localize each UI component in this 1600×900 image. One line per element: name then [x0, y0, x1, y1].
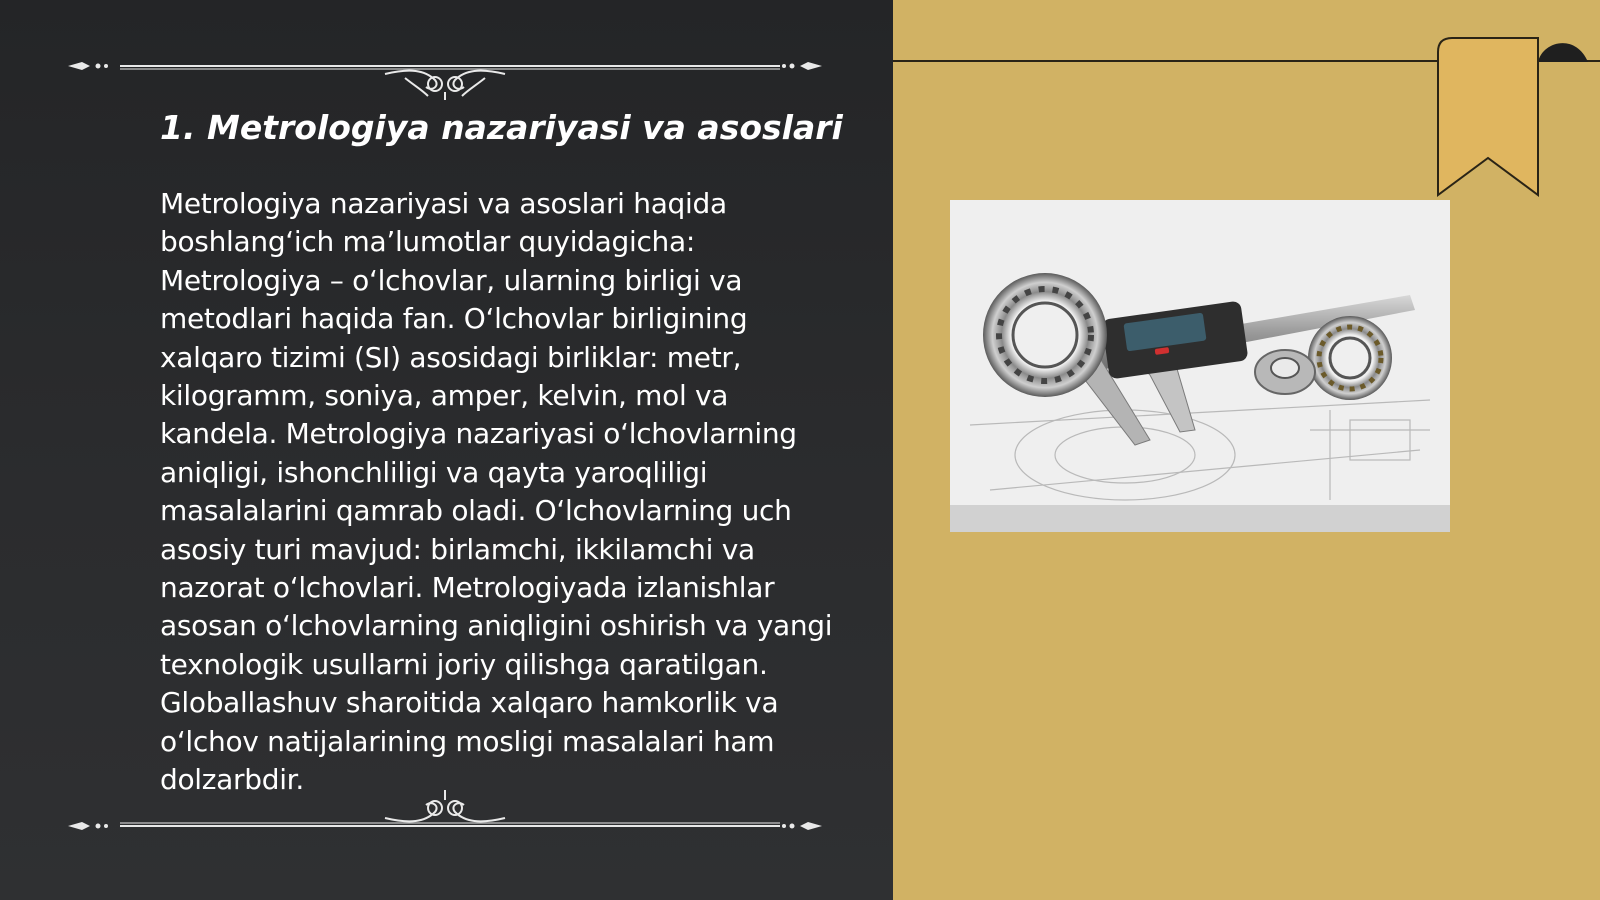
bookmark-ribbon — [1430, 30, 1600, 200]
slide-title: 1. Metrologiya nazariyasi va asoslari — [160, 108, 843, 147]
caliper-bearings-photo — [950, 200, 1450, 532]
slide-body-text: Metrologiya nazariyasi va asoslari haqida boshlang‘ich ma’lumotlar quyidagicha: Metrologiya – o‘lchovlar, ularning birligi va metodlari haqida fan. O‘lchovlar birligining xalqaro tizimi (SI) asosidagi birliklar: metr, kilogramm, soniya, amper, kelvin, mol va kandela. Metrologiya nazariyasi o‘lchovlarning aniqligi, ishonchliligi va qayta yaroqliligi masalalarini qamrab oladi. O‘lchovlarning uch asosiy turi mavjud: birlamchi, ikkilamchi va nazorat o‘lchovlari. Metrologiyada izlanishlar asosan o‘lchovlarning aniqligini oshirish va yangi texnologik usullarni joriy qilishga qaratilgan. Globallashuv sharoitida xalqaro hamkorlik va o‘lchov natijalarining mosligi masalalari ham dolzarbdir. — [160, 187, 833, 797]
top-ornament-divider — [60, 40, 830, 100]
